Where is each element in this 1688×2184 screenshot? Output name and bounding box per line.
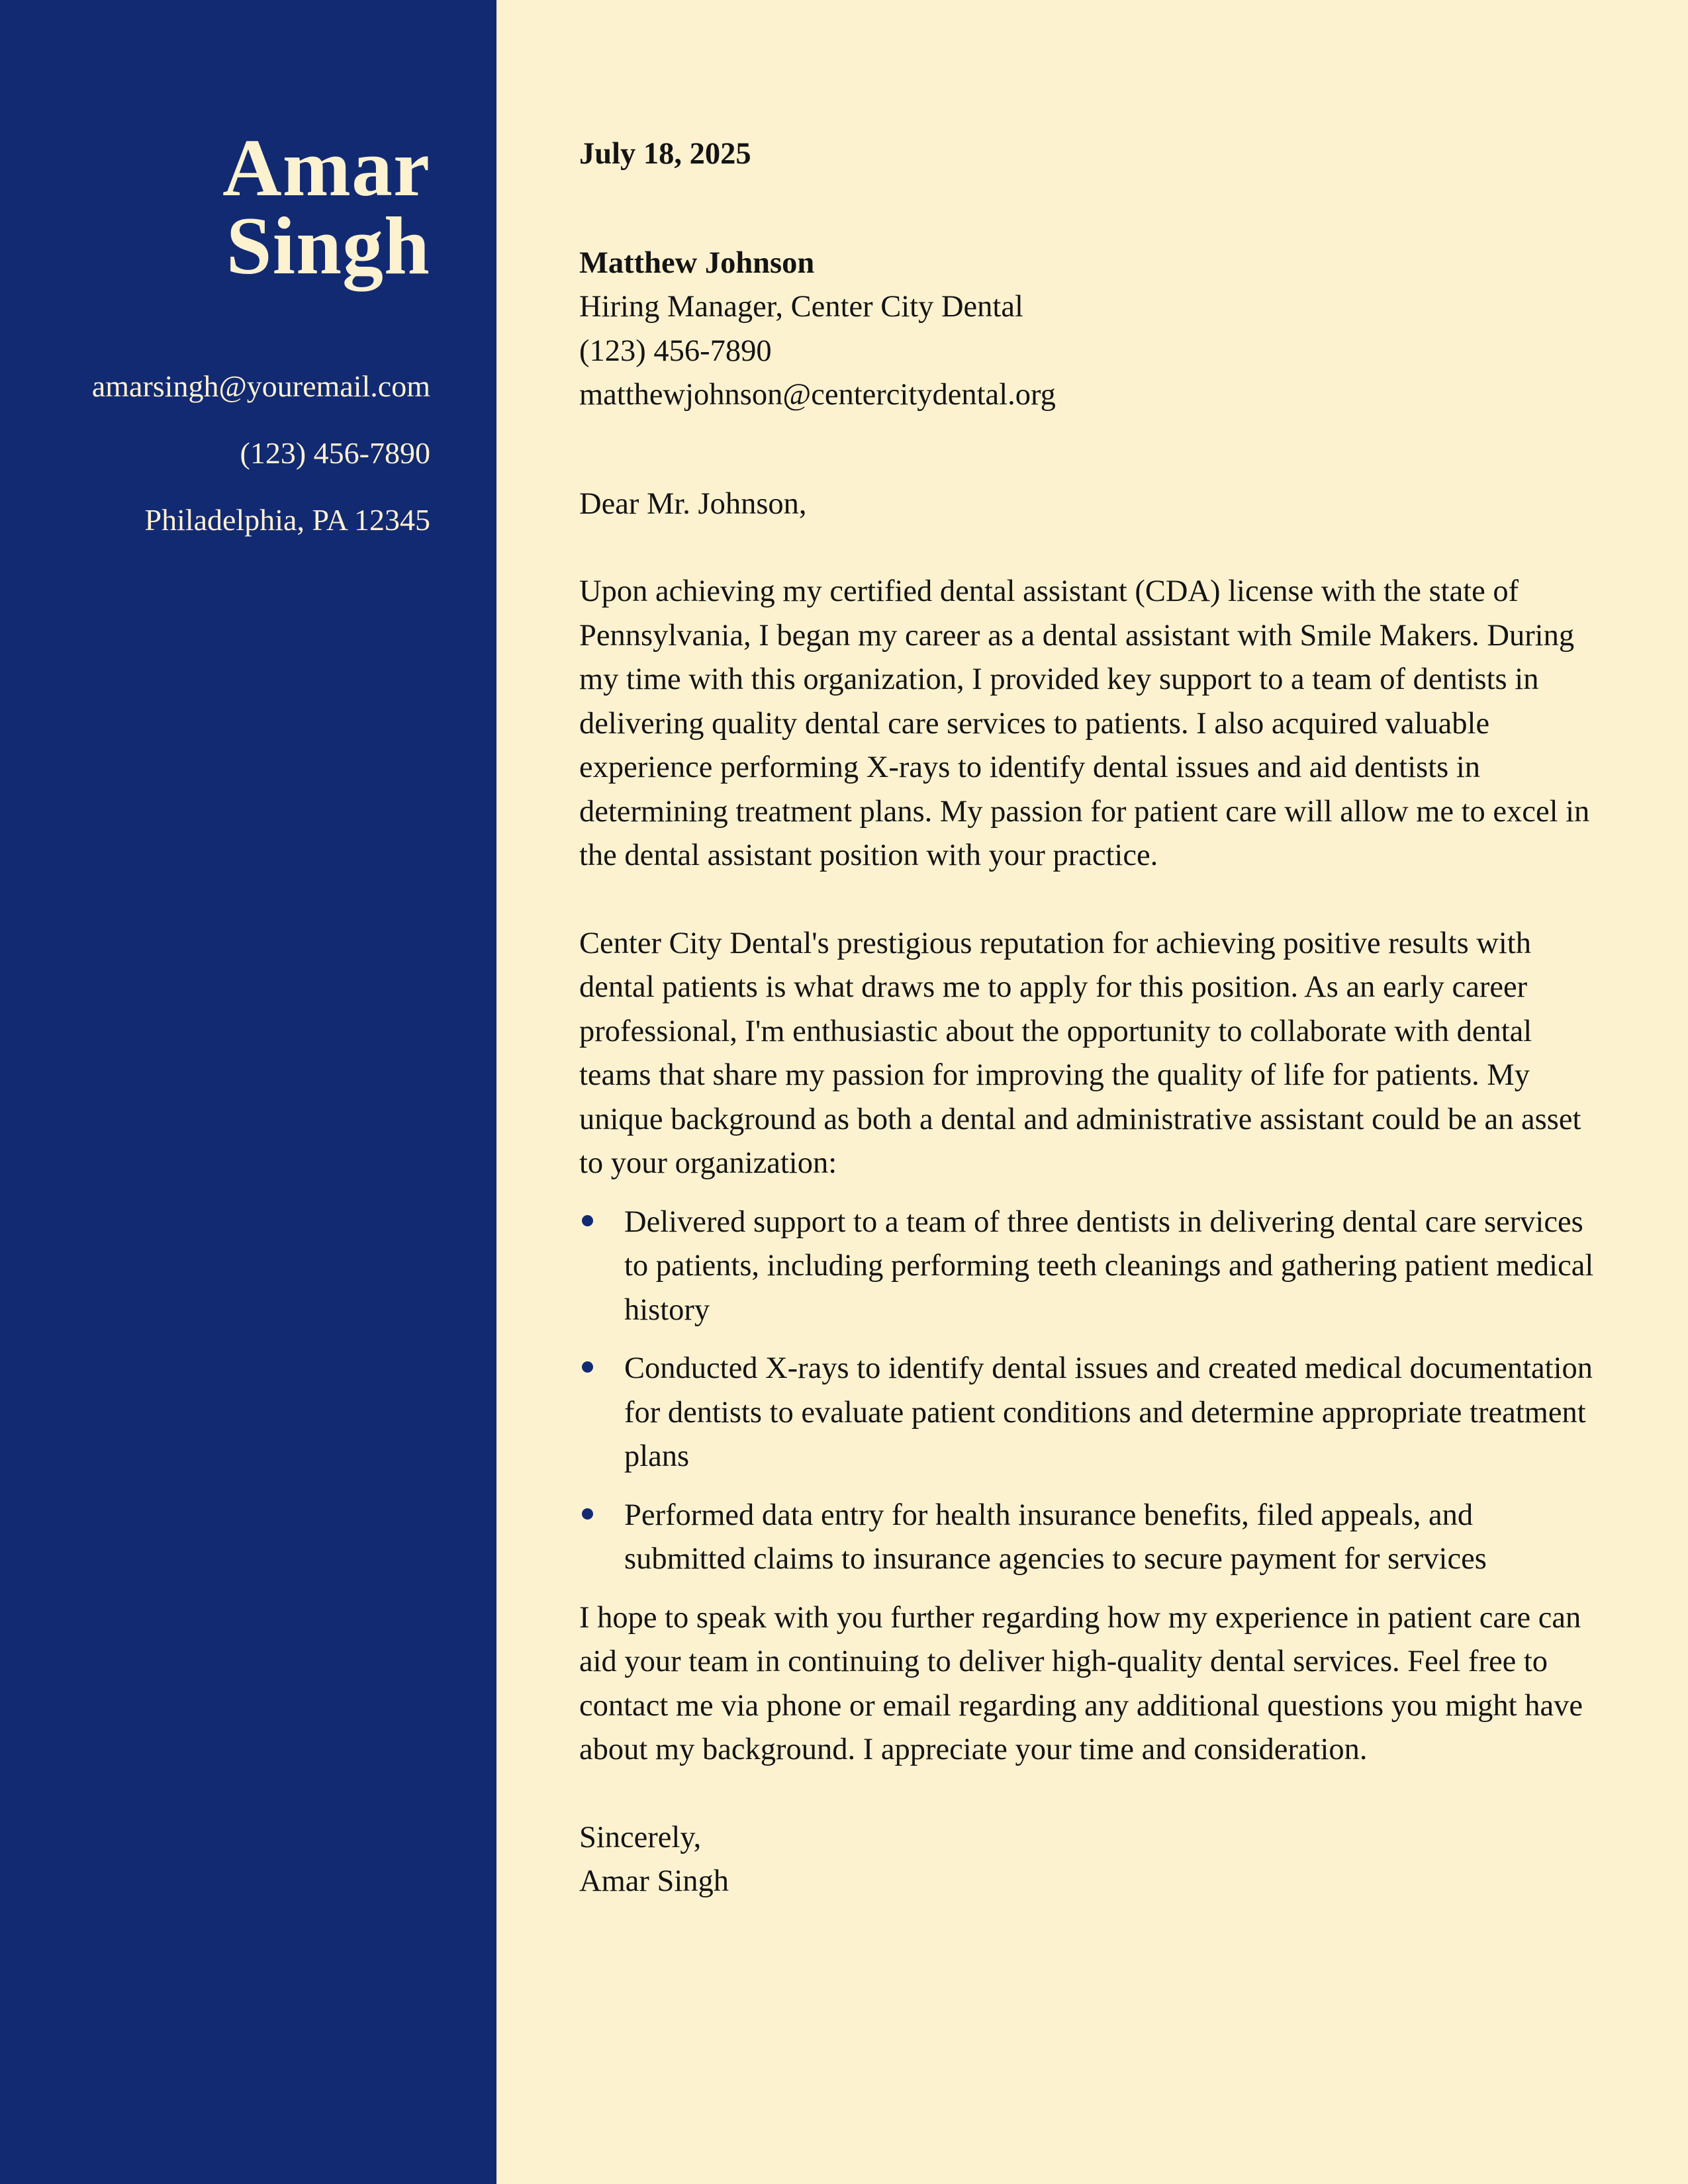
recipient-email: matthewjohnson@centercitydental.org — [579, 378, 1056, 412]
recipient-title: Hiring Manager, Center City Dental — [579, 290, 1023, 324]
list-item — [579, 1347, 1599, 1479]
salutation: Dear Mr. Johnson, — [579, 486, 807, 521]
recipient-name: Matthew Johnson — [579, 246, 815, 280]
paragraph-closing: I hope to speak with you further regarding how my experience in patient care can aid your team in continuing to deliver high-quality dental services. Feel free to contact me via phone or email regarding any additional questions you might have about my background. I appreciate your time and consideration. — [579, 1600, 1583, 1766]
bullet-icon — [582, 1215, 593, 1226]
signature-name: Amar Singh — [579, 1864, 729, 1898]
sidebar — [0, 0, 496, 2184]
paragraph-intro: Upon achieving my certified dental assistant (CDA) license with the state of Pennsylvania, I began my career as a dental assistant with Smile Makers. During my time with this organization, I provided key support to a team of dentists in delivering quality dental care services to patients. I also acquired valuable experience performing X-rays to identify dental issues and aid dentists in determining treatment plans. My passion for patient care will allow me to excel in the dental assistant position with your practice. — [579, 574, 1590, 872]
list-item-text: Conducted X-rays to identify dental issues and created medical documentation for dentists to evaluate patient conditions and determine appropriate treatment plans — [624, 1351, 1593, 1473]
recipient-block — [579, 242, 1599, 418]
letter-date: July 18, 2025 — [579, 137, 751, 171]
sender-name — [20, 122, 430, 291]
list-item-text: Performed data entry for health insurance benefits, filed appeals, and submitted claims to insurance agencies to secure payment for services — [624, 1498, 1487, 1576]
list-item — [579, 1201, 1599, 1333]
valediction: Sincerely, — [579, 1820, 702, 1854]
sender-phone: (123) 456-7890 — [240, 436, 430, 470]
recipient-phone: (123) 456-7890 — [579, 334, 772, 368]
sender-location: Philadelphia, PA 12345 — [144, 503, 430, 537]
sender-first-name: Amar — [222, 122, 430, 213]
bullet-icon — [582, 1508, 593, 1520]
experience-list — [579, 1201, 1599, 1582]
bullet-icon — [582, 1361, 593, 1373]
paragraph-interest: Center City Dental's prestigious reputation for achieving positive results with dental patients is what draws me to apply for this position. As an early career professional, I'm enthusiastic about the opportunity to collaborate with dental teams that share my passion for improving the quality of life for patients. My unique background as both a dental and administrative assistant could be an asset to your organization: — [579, 926, 1581, 1180]
list-item-text: Delivered support to a team of three dentists in delivering dental care services to patients, including performing teeth cleanings and gathering patient medical history — [624, 1205, 1594, 1327]
list-item — [579, 1494, 1599, 1582]
letter-body — [579, 132, 1599, 1904]
closing-block — [579, 1816, 1599, 1904]
sender-email: amarsingh@youremail.com — [91, 369, 430, 403]
sender-last-name: Singh — [226, 201, 430, 291]
